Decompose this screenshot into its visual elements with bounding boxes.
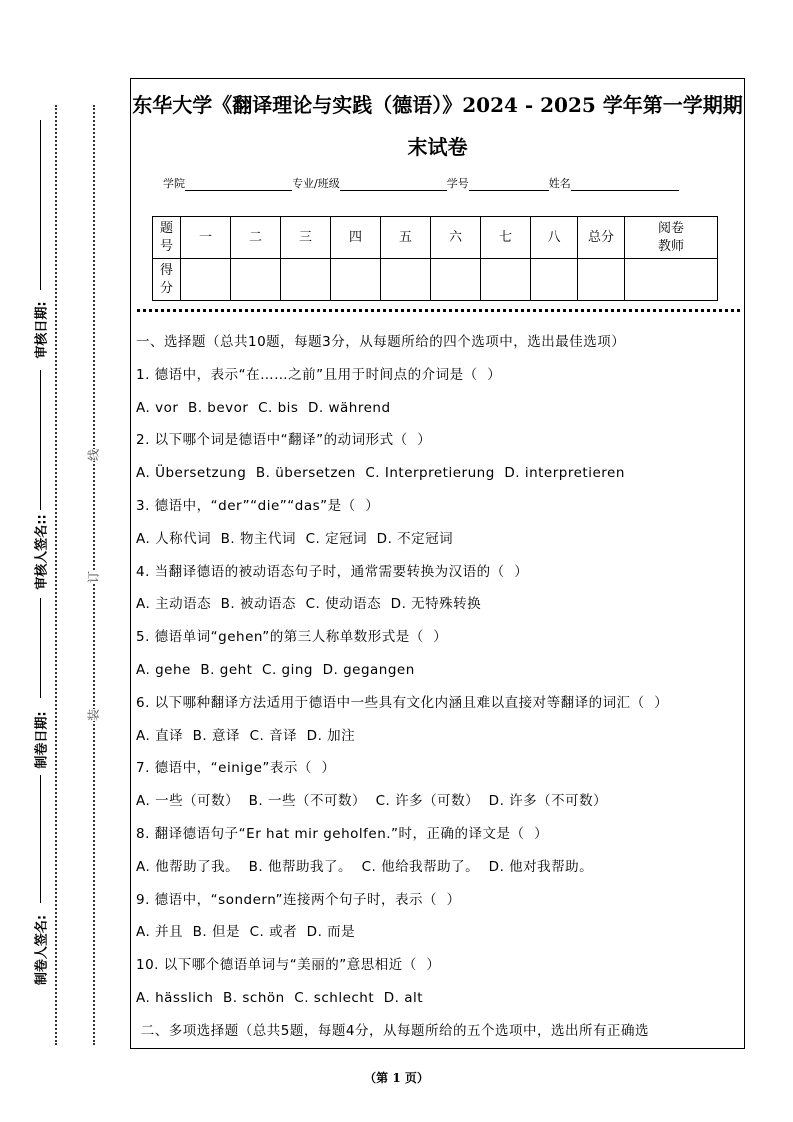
maker-signature-label: 制卷人签名: xyxy=(34,914,50,986)
review-date-label: 审核日期: xyxy=(34,301,50,359)
student-id-field[interactable] xyxy=(469,178,549,191)
student-id-label: 学号 xyxy=(446,177,469,190)
question-stem: 8. 翻译德语句子“Er hat mir geholfen.”时，正确的译文是（ ） xyxy=(136,825,549,842)
section2-heading: 二、多项选择题（总共5题，每题4分，从每题所给的五个选项中，选出所有正确选 xyxy=(136,1022,649,1039)
answer-options: A. 并且 B. 但是 C. 或者 D. 而是 xyxy=(136,924,356,941)
question-stem: 9. 德语中，“sondern”连接两个句子时，表示（ ） xyxy=(136,891,461,908)
question-list xyxy=(136,364,744,1020)
answer-options: A. 主动语态 B. 被动语态 C. 使动语态 D. 无特殊转换 xyxy=(136,596,482,613)
score-cell[interactable] xyxy=(181,259,231,301)
student-info-fields xyxy=(163,175,679,191)
question-stem: 4. 当翻译德语的被动语态句子时，通常需要转换为汉语的（ ） xyxy=(136,563,529,580)
score-table xyxy=(152,216,718,301)
score-cell[interactable] xyxy=(381,259,431,301)
answer-options: A. 一些（可数） B. 一些（不可数） C. 许多（可数） D. 许多（不可数） xyxy=(136,793,608,810)
made-date-label: 制卷日期: xyxy=(34,711,50,769)
name-label: 姓名 xyxy=(548,177,571,190)
header-cell: 一 xyxy=(181,217,231,259)
signature-line xyxy=(40,598,41,698)
exam-title-line2: 末试卷 xyxy=(407,135,468,159)
exam-frame xyxy=(130,78,745,1049)
answer-options: A. 他帮助了我。 B. 他帮助我了。 C. 他给我帮助了。 D. 他对我帮助。 xyxy=(136,858,594,875)
question-stem: 5. 德语单词“gehen”的第三人称单数形式是（ ） xyxy=(136,629,448,646)
question-stem: 1. 德语中，表示“在……之前”且用于时间点的介词是（ ） xyxy=(136,366,502,383)
header-cell: 二 xyxy=(231,217,281,259)
signature-line xyxy=(40,775,41,903)
binding-mark-ding: 订 xyxy=(86,570,101,584)
score-table-score-row xyxy=(153,259,718,301)
major-class-label: 专业/班级 xyxy=(292,177,340,190)
binding-mark-xian: 线 xyxy=(86,448,101,462)
answer-options: A. hässlich B. schön C. schlecht D. alt xyxy=(136,989,424,1006)
header-cell: 总分 xyxy=(578,217,625,259)
header-cell: 三 xyxy=(281,217,331,259)
score-cell[interactable] xyxy=(281,259,331,301)
header-cell: 八 xyxy=(531,217,578,259)
college-field[interactable] xyxy=(185,178,292,191)
binding-mark-zhuang: 装 xyxy=(86,708,101,722)
question-stem: 6. 以下哪种翻译方法适用于德语中一些具有文化内涵且难以直接对等翻译的词汇（ ） xyxy=(136,694,669,711)
score-cell[interactable] xyxy=(431,259,481,301)
header-cell: 阅卷教师 xyxy=(625,217,718,259)
header-cell: 六 xyxy=(431,217,481,259)
header-cell: 五 xyxy=(381,217,431,259)
college-label: 学院 xyxy=(163,177,185,190)
score-cell[interactable] xyxy=(578,259,625,301)
question-stem: 10. 以下哪个德语单词与“美丽的”意思相近（ ） xyxy=(136,957,441,974)
score-cell[interactable] xyxy=(481,259,531,301)
binding-dotted-line-outer xyxy=(55,105,57,1045)
header-cell: 四 xyxy=(331,217,381,259)
header-cell: 七 xyxy=(481,217,531,259)
name-field[interactable] xyxy=(571,178,679,191)
score-cell[interactable] xyxy=(531,259,578,301)
header-cell: 题号 xyxy=(153,217,181,259)
answer-options: A. 直译 B. 意译 C. 音译 D. 加注 xyxy=(136,727,356,744)
score-cell[interactable] xyxy=(331,259,381,301)
score-table-header-row xyxy=(153,217,718,259)
dotted-separator xyxy=(137,309,740,312)
page-number: （第 1 页） xyxy=(364,1071,429,1085)
score-row-label: 得分 xyxy=(153,259,181,301)
question-stem: 3. 德语中，“der”“die”“das”是（ ） xyxy=(136,497,380,514)
question-stem: 2. 以下哪个词是德语中“翻译”的动词形式（ ） xyxy=(136,432,432,449)
signature-line xyxy=(40,370,41,510)
questions xyxy=(136,331,744,1053)
signature-line xyxy=(40,120,41,290)
answer-options: A. vor B. bevor C. bis D. während xyxy=(136,399,391,416)
reviewer-signature-label: 审核人签名:: xyxy=(34,514,50,590)
answer-options: A. 人称代词 B. 物主代词 C. 定冠词 D. 不定冠词 xyxy=(136,530,454,547)
section1-heading: 一、选择题（总共10题，每题3分，从每题所给的四个选项中，选出最佳选项） xyxy=(136,334,626,350)
score-cell[interactable] xyxy=(231,259,281,301)
answer-options: A. gehe B. geht C. ging D. gegangen xyxy=(136,661,415,678)
major-class-field[interactable] xyxy=(340,178,447,191)
exam-title-line1: 东华大学《翻译理论与实践（德语）》2024 - 2025 学年第一学期期 xyxy=(132,93,743,117)
answer-options: A. Übersetzung B. übersetzen C. Interpretierung D. interpretieren xyxy=(136,465,625,482)
question-stem: 7. 德语中，“einige”表示（ ） xyxy=(136,760,336,777)
score-cell[interactable] xyxy=(625,259,718,301)
